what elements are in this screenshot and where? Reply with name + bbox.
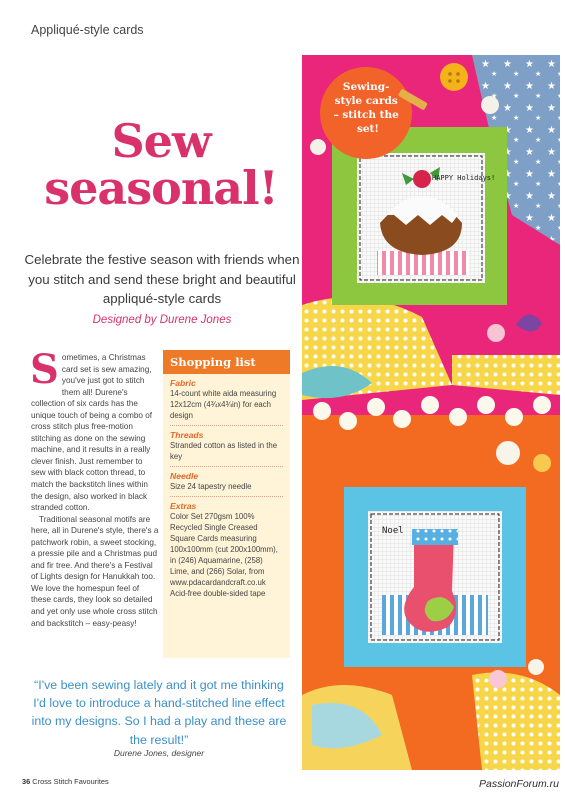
- badge-line: Sewing-: [342, 81, 390, 93]
- page-number: 36: [22, 777, 31, 786]
- badge-line: style cards: [334, 95, 398, 107]
- pull-quote: “I've been sewing lately and it got me thinking I'd love to introduce a hand-stitched line effect into my designs. So I had a play and these are the result!”: [31, 678, 287, 747]
- shopping-item-heading: Needle: [170, 471, 199, 481]
- product-photo: [302, 55, 560, 770]
- shopping-list-title: Shopping list: [163, 350, 290, 374]
- shopping-item-heading: Fabric: [170, 378, 196, 388]
- article-paragraph: Traditional seasonal motifs are here, all in Durene's style, there's a patchwork robin, a sweet stocking, a pressie pile and a Christmas pud and fir tree. And there's a Festival of Lights design for Hanukkah too. We love the homespun feel of these cards, they look so detailed and yet only use whole cross stitch and backstitch – easy-peasy!: [31, 514, 159, 628]
- byline: Designed by Durene Jones: [92, 314, 232, 326]
- folio: [22, 777, 109, 786]
- paragraph-text: ometimes, a Christmas card set is sew amazing, you've just got to stitch them all! Durene's collection of six cards has the unique touch of being a combo of cross stitch plus free-motion stitching as done on the sewing machine, and it results in a really clever finish. Just remember to sew with black cotton thread, to match the backstitch lines within the design, also worked in black stranded cotton.: [31, 353, 153, 513]
- shopping-item-text: Stranded cotton as listed in the key: [170, 441, 278, 461]
- headline-line-1: Sew: [111, 114, 211, 168]
- publication-name: Cross Stitch Favourites: [32, 777, 109, 786]
- watermark: PassionForum.ru: [479, 778, 559, 790]
- headline: [30, 114, 292, 215]
- divider: [170, 496, 283, 497]
- shopping-list-box: [163, 350, 290, 658]
- card-2-text: Noel: [382, 526, 404, 536]
- shopping-item-heading: Threads: [170, 430, 204, 440]
- shopping-list-body: [163, 374, 290, 658]
- section-label: Appliqué-style cards: [31, 23, 144, 37]
- article-body: [30, 346, 159, 629]
- divider: [170, 425, 283, 426]
- shopping-item-text: Color Set 270gsm 100% Recycled Single Creased Square Cards measuring 100x100mm (cut 200x100mm), in (246) Aquamarine, (258) Lime, and (266) Solar, from www.pdacardandcraft.co.uk Acid-free double-sided tape: [170, 512, 278, 598]
- badge-line: – stitch the: [333, 109, 399, 121]
- shopping-item-text: 14-count white aida measuring 12x12cm (4¾x4¾in) for each design: [170, 389, 277, 420]
- shopping-item-text: Size 24 tapestry needle: [170, 482, 252, 491]
- headline-line-2: seasonal!: [44, 161, 278, 215]
- drop-cap: S: [30, 346, 59, 393]
- article-paragraph: [30, 346, 159, 514]
- shopping-item-heading: Extras: [170, 501, 197, 511]
- standfirst: Celebrate the festive season with friends when you stitch and send these bright and beautiful appliqué-style cards: [24, 252, 300, 306]
- quote-credit: Durene Jones, designer: [113, 748, 205, 758]
- card-1-text: HAPPY Holidays!: [432, 174, 496, 182]
- photo-illustration: [302, 55, 560, 770]
- divider: [170, 466, 283, 467]
- badge-line: set!: [356, 123, 380, 135]
